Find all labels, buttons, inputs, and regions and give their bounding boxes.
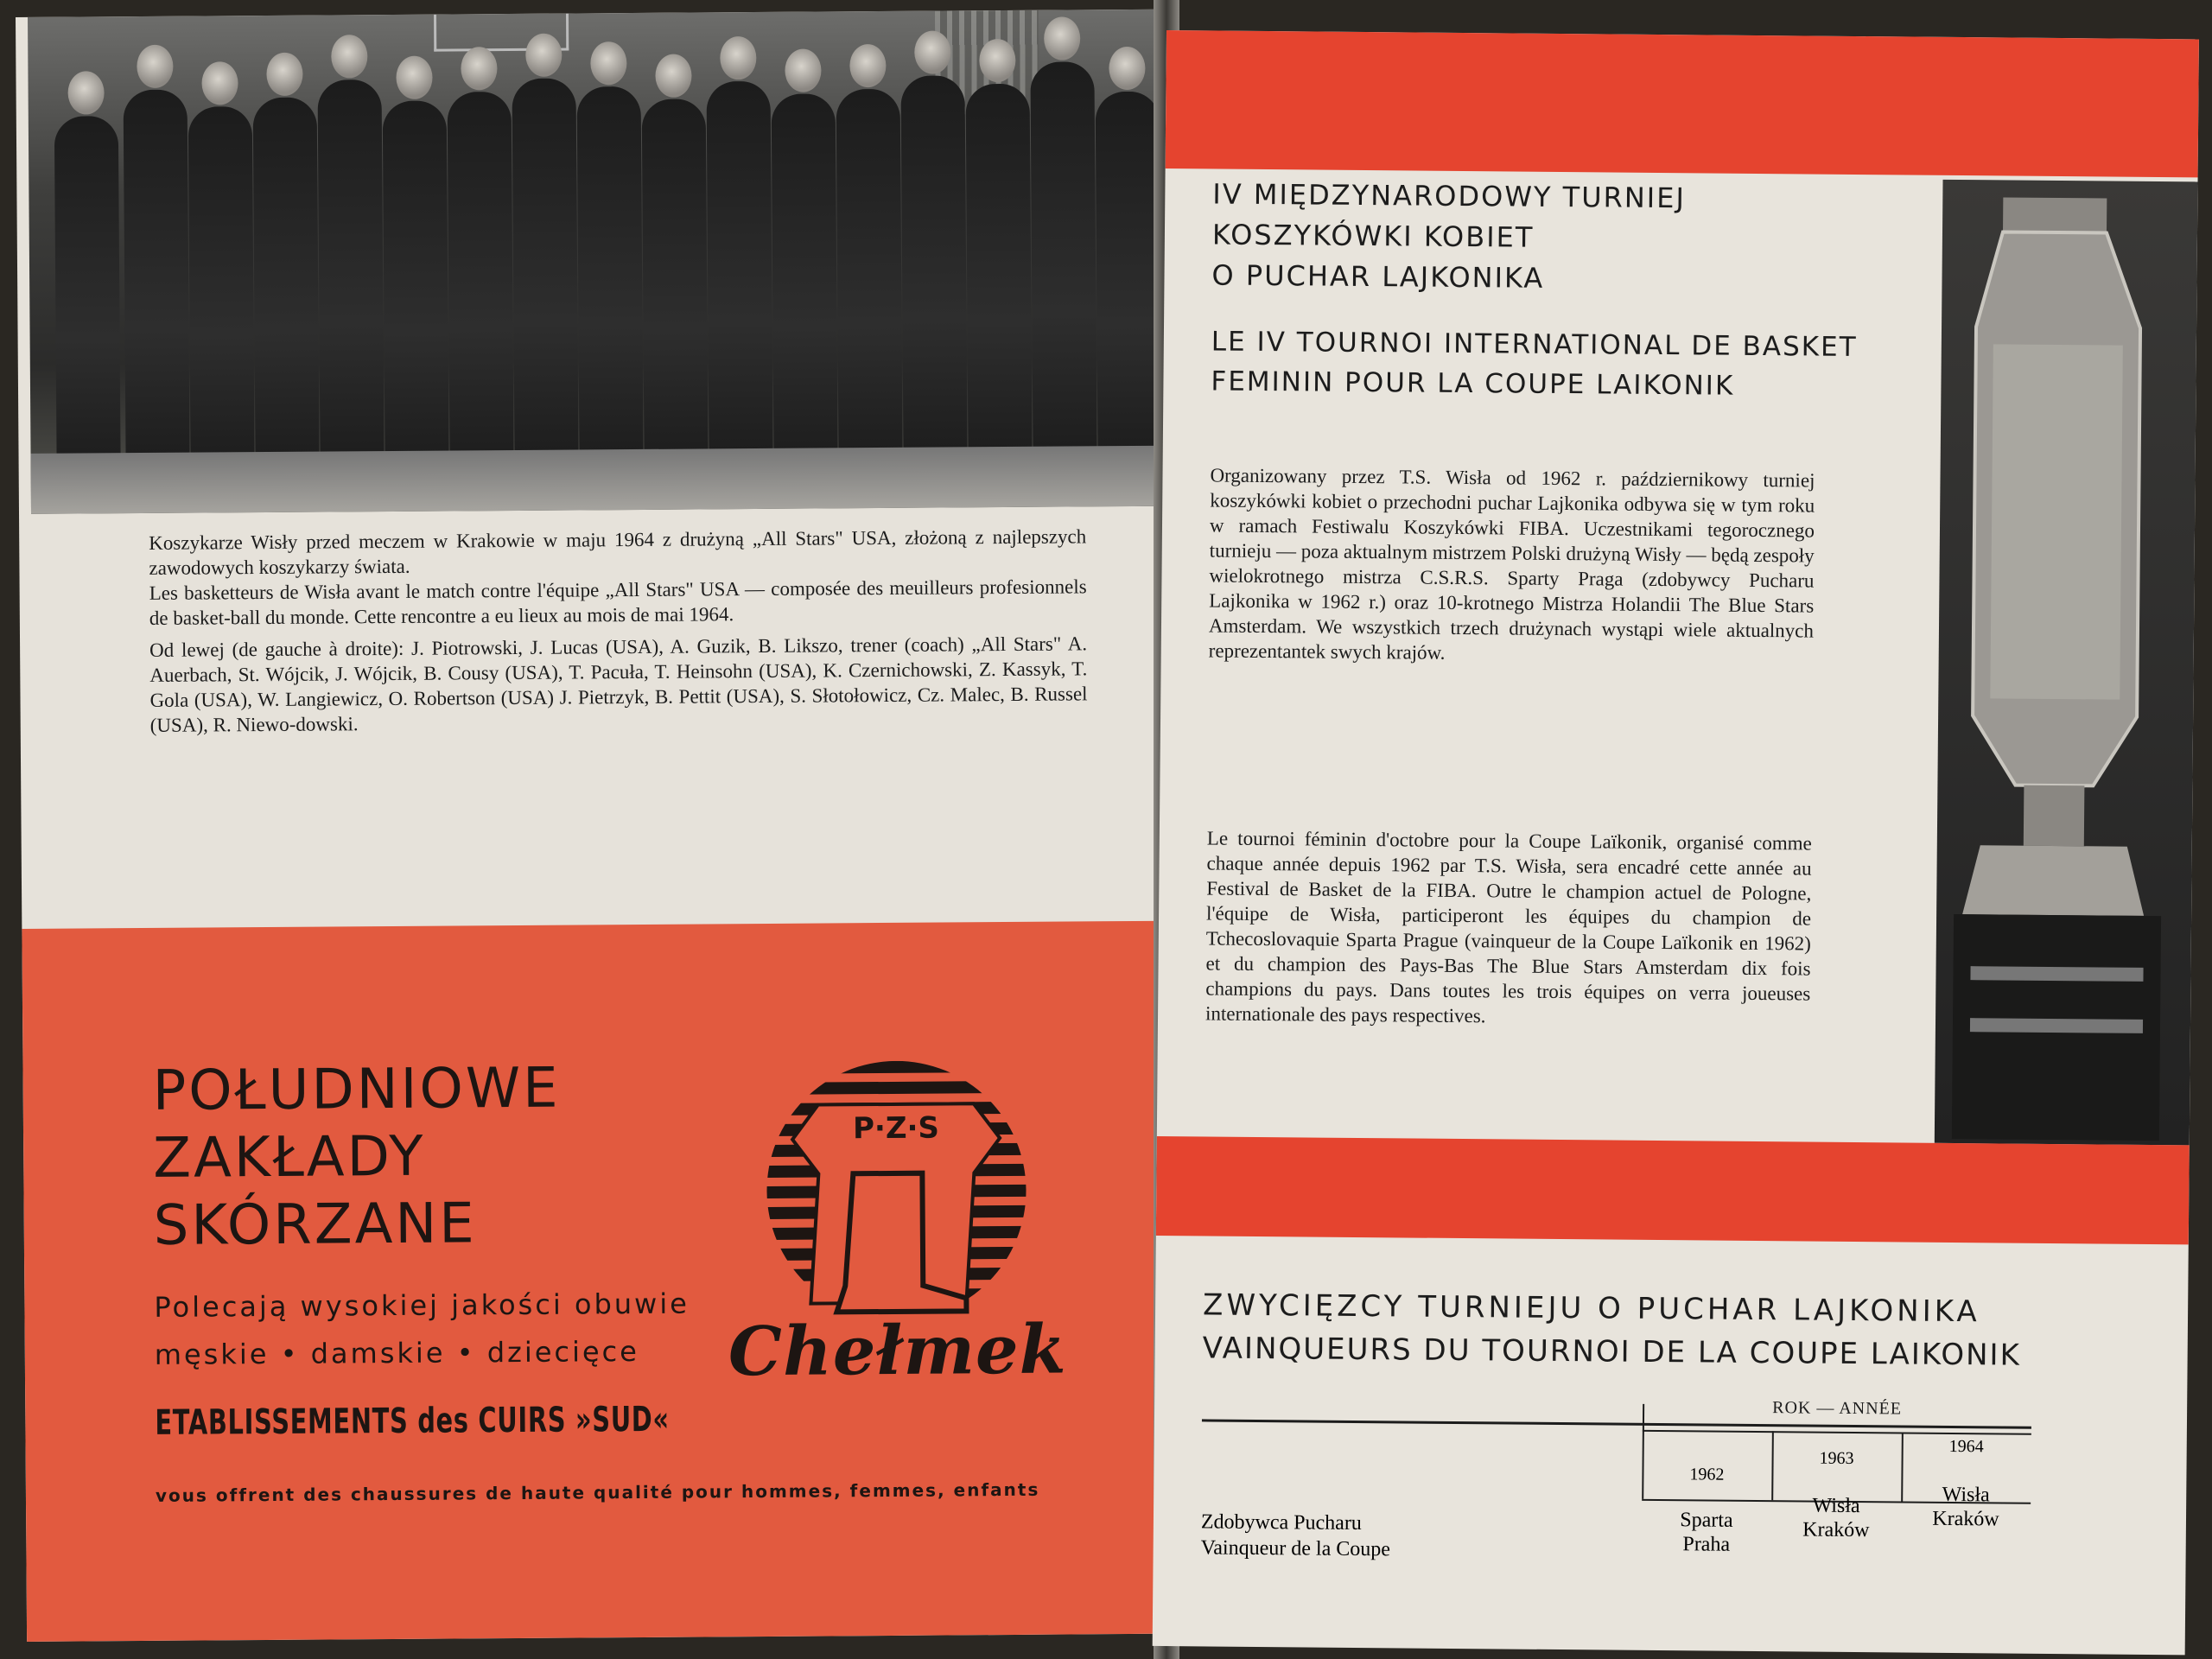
ad-footer: vous offrent des chaussures de haute qualité pour hommes, femmes, enfants	[155, 1478, 1040, 1506]
ad-heading-line-2: ZAKŁADY	[152, 1124, 426, 1191]
team-photo	[28, 10, 1173, 514]
title-french-line-1: LE IV TOURNOI INTERNATIONAL DE BASKET	[1211, 326, 1858, 363]
right-page	[1153, 30, 2199, 1655]
ad-etablissements: ETABLISSEMENTS des CUIRS »SUD«	[155, 1399, 670, 1443]
winner-1962	[1642, 1508, 1771, 1557]
winner-1962-line-2: Praha	[1682, 1533, 1731, 1556]
ad-heading-line-1: POŁUDNIOWE	[152, 1056, 561, 1123]
title-polish-line-2: KOSZYKÓWKI KOBIET	[1211, 218, 1535, 254]
left-page	[16, 10, 1176, 1642]
table-col-divider	[1642, 1404, 1644, 1499]
winners-title-polish: ZWYCIĘZCY TURNIEJU O PUCHAR LAJKONIKA	[1202, 1287, 1980, 1330]
winners-table	[1200, 1382, 2031, 1580]
trophy-icon	[1935, 180, 2198, 1146]
caption-names: Od lewej (de gauche à droite): J. Piotrowski, J. Lucas (USA), A. Guzik, B. Likszo, trener (coach) „All Stars" A. Auerbach, St. Wójcik, J. Wójcik, B. Cousy (USA), T. Pacuła, T. Heinsohn (USA), K. Czernichowski, Z. Kassyk, T. Gola (USA), W. Langiewicz, O. Robertson (USA) J. Pietrzyk, B. Pettit (USA), S. Słotołowicz, Cz. Malec, B. Russel (USA), R. Niewo-dowski.	[149, 632, 1088, 736]
year-subrule	[1643, 1430, 2031, 1435]
winner-1964	[1901, 1482, 2031, 1531]
row-label-polish: Zdobywca Pucharu	[1200, 1510, 1362, 1535]
table-top-rule	[1202, 1419, 2031, 1428]
winner-1964-line-2: Kraków	[1932, 1507, 1999, 1531]
caption-polish: Koszykarze Wisły przed meczem w Krakowie w maju 1964 z drużyną „All Stars" USA, złożoną z najlepszych zawodowych koszykarzy świata.	[149, 525, 1087, 579]
chelmek-logo	[714, 1051, 1079, 1416]
body-french: Le tournoi féminin d'octobre pour la Coupe Laïkonik, organisé comme chaque année depuis 1962 par T.S. Wisła, sera encadré cette année au Festival de Basket de la FIBA. Outre le champion actuel de Pologne, l'équipe de Wisła, participeront les équipes du champion de Tchecoslovaquie Sparta Prague (vainqueur de la Coupe Laïkonik en 1962) et du champion des Pays-Bas The Blue Stars Amsterdam dix fois champions du pays. Dans toutes les trois équipes on verra joueuses internationale des pays respectives.	[1205, 827, 1812, 1027]
body-polish: Organizowany przez T.S. Wisła od 1962 r. październikowy turniej koszykówki kobiet o przechodni puchar Lajkonika odbywa się w tym roku w ramach Festiwalu Koszykówki FIBA. Uczestnikami tegorocznego turnieju — poza aktualnym mistrzem Polski drużyną Wisły — będą zespoły wielokrotnego mistrza C.S.R.S. Sparty Praga (zdobywcy Pucharu Lajkonika w 1962 r.) oraz 10-krotnego Mistrza Holandii The Blue Stars Amsterdam. We wszystkich trzech drużynach wystąpi wiele aktualnych reprezentantek swych krajów.	[1208, 464, 1815, 664]
year-1964: 1964	[1948, 1436, 1984, 1457]
chelmek-advertisement	[22, 921, 1176, 1642]
ad-subline-1: Polecają wysokiej jakości obuwie	[154, 1287, 690, 1324]
logo-initials: P·Z·S	[852, 1110, 940, 1147]
winner-1964-line-1: Wisła	[1942, 1483, 1990, 1507]
row-label-french: Vainqueur de la Coupe	[1200, 1536, 1391, 1561]
winners-title-french: VAINQUEURS DU TOURNOI DE LA COUPE LAIKONIK	[1202, 1331, 2022, 1373]
year-1962: 1962	[1689, 1465, 1725, 1484]
bottom-red-band	[1156, 1136, 2190, 1244]
winner-1963-line-1: Wisła	[1812, 1494, 1860, 1518]
title-french-line-2: FEMININ POUR LA COUPE LAIKONIK	[1211, 365, 1735, 402]
ad-subline-2: męskie • damskie • dziecięce	[154, 1334, 640, 1371]
trophy-photo	[1935, 180, 2198, 1146]
winner-1962-line-1: Sparta	[1680, 1509, 1733, 1532]
caption-french: Les basketteurs de Wisła avant le match contre l'équipe „All Stars" USA — composée des meuilleurs profesionnels de basket-ball du monde. Cette rencontre a eu lieux au mois de mai 1964.	[149, 575, 1087, 629]
ad-heading-line-3: SKÓRZANE	[153, 1192, 477, 1258]
photo-caption	[149, 524, 1088, 745]
logo-brand: Chełmek	[728, 1310, 1067, 1392]
title-polish-line-3: O PUCHAR LAJKONIKA	[1211, 258, 1545, 295]
year-1963: 1963	[1819, 1448, 1854, 1469]
year-header: ROK — ANNÉE	[1772, 1398, 1903, 1419]
top-red-band	[1166, 30, 2199, 177]
winner-1963-line-2: Kraków	[1802, 1518, 1870, 1542]
court-floor	[31, 446, 1173, 514]
winner-1963	[1771, 1493, 1901, 1542]
title-polish-line-1: IV MIĘDZYNARODOWY TURNIEJ	[1212, 177, 1687, 215]
